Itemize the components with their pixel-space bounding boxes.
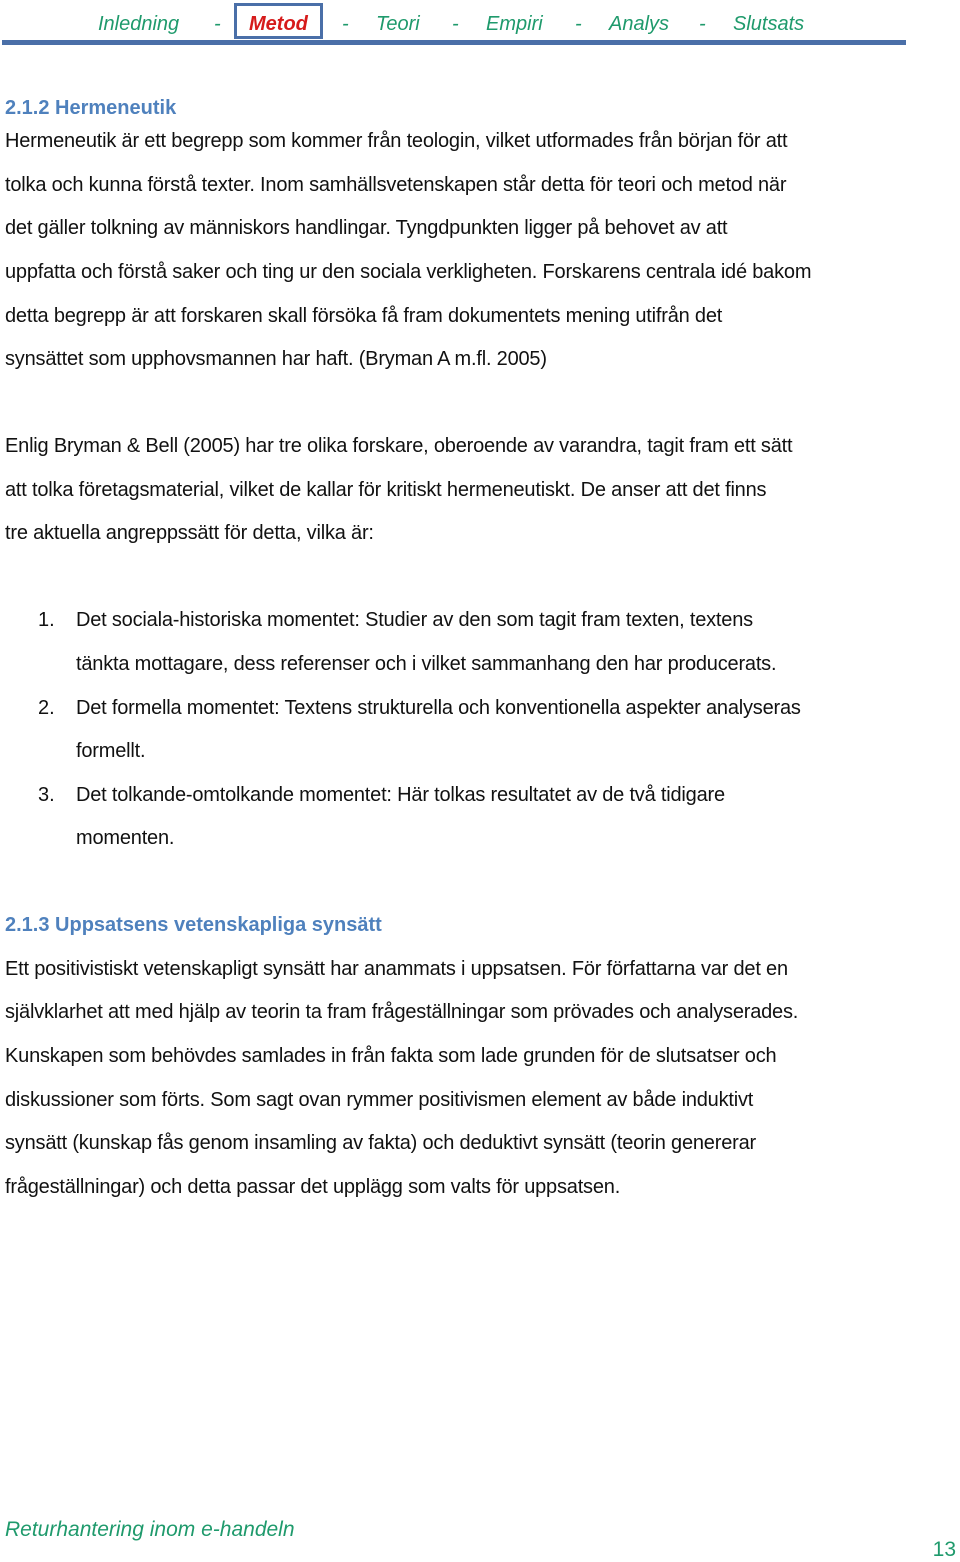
list-item-text: Det sociala-historiska momentet: Studier av den som tagit fram texten, textens	[76, 609, 753, 631]
nav-separator: -	[699, 13, 706, 35]
list-item-text: Det formella momentet: Textens strukturella och konventionella aspekter analyseras	[76, 697, 801, 719]
paragraph-line: Enlig Bryman & Bell (2005) har tre olika forskare, oberoende av varandra, tagit fram ett sätt	[5, 435, 793, 457]
section-heading-hermeneutik: 2.1.2 Hermeneutik	[5, 97, 177, 119]
list-item-text: Det tolkande-omtolkande momentet: Här tolkas resultatet av de två tidigare	[76, 784, 725, 806]
paragraph-line: Hermeneutik är ett begrepp som kommer från teologin, vilket utformades från början för att	[5, 130, 788, 152]
paragraph-line: diskussioner som förts. Som sagt ovan rymmer positivismen element av både induktivt	[5, 1089, 754, 1111]
list-item-text: momenten.	[76, 827, 175, 849]
nav-separator: -	[342, 13, 349, 35]
paragraph-line: Ett positivistiskt vetenskapligt synsätt har anammats i uppsatsen. För författarna var det en	[5, 958, 788, 980]
paragraph-line: frågeställningar) och detta passar det upplägg som valts för uppsatsen.	[5, 1176, 621, 1198]
nav-divider	[2, 40, 906, 45]
paragraph-line: uppfatta och förstå saker och ting ur den sociala verkligheten. Forskarens centrala idé bakom	[5, 261, 812, 283]
paragraph-line: att tolka företagsmaterial, vilket de kallar för kritiskt hermeneutiskt. De anser att det finns	[5, 479, 767, 501]
footer-document-title: Returhantering inom e-handeln	[5, 1518, 295, 1541]
list-item-text: tänkta mottagare, dess referenser och i vilket sammanhang den har producerats.	[76, 653, 777, 675]
paragraph-line: tolka och kunna förstå texter. Inom samhällsvetenskapen står detta för teori och metod när	[5, 174, 787, 196]
paragraph-line: det gäller tolkning av människors handlingar. Tyngdpunkten ligger på behovet av att	[5, 217, 728, 239]
nav-item-slutsats[interactable]: Slutsats	[733, 13, 805, 35]
nav-item-metod[interactable]: Metod	[249, 13, 308, 35]
nav-item-teori[interactable]: Teori	[376, 13, 420, 35]
paragraph-line: synsätt (kunskap fås genom insamling av fakta) och deduktivt synsätt (teorin genererar	[5, 1132, 756, 1154]
chapter-navigation	[0, 0, 960, 48]
section-heading-synsatt: 2.1.3 Uppsatsens vetenskapliga synsätt	[5, 914, 382, 936]
paragraph-line: tre aktuella angreppssätt för detta, vilka är:	[5, 522, 374, 544]
nav-separator: -	[214, 13, 221, 35]
list-item-text: formellt.	[76, 740, 146, 762]
paragraph-line: självklarhet att med hjälp av teorin ta fram frågeställningar som prövades och analyserades.	[5, 1001, 799, 1023]
list-item-number: 3.	[38, 784, 55, 806]
page-number: 13	[932, 1538, 956, 1561]
nav-item-inledning[interactable]: Inledning	[98, 13, 180, 35]
paragraph-line: detta begrepp är att forskaren skall försöka få fram dokumentets mening utifrån det	[5, 305, 723, 327]
nav-item-analys[interactable]: Analys	[609, 13, 670, 35]
paragraph-line: Kunskapen som behövdes samlades in från fakta som lade grunden för de slutsatser och	[5, 1045, 777, 1067]
list-item-number: 1.	[38, 609, 55, 631]
paragraph-line: synsättet som upphovsmannen har haft. (Bryman A m.fl. 2005)	[5, 348, 547, 370]
nav-separator: -	[452, 13, 459, 35]
nav-item-empiri[interactable]: Empiri	[486, 13, 543, 35]
nav-separator: -	[575, 13, 582, 35]
list-item-number: 2.	[38, 697, 55, 719]
